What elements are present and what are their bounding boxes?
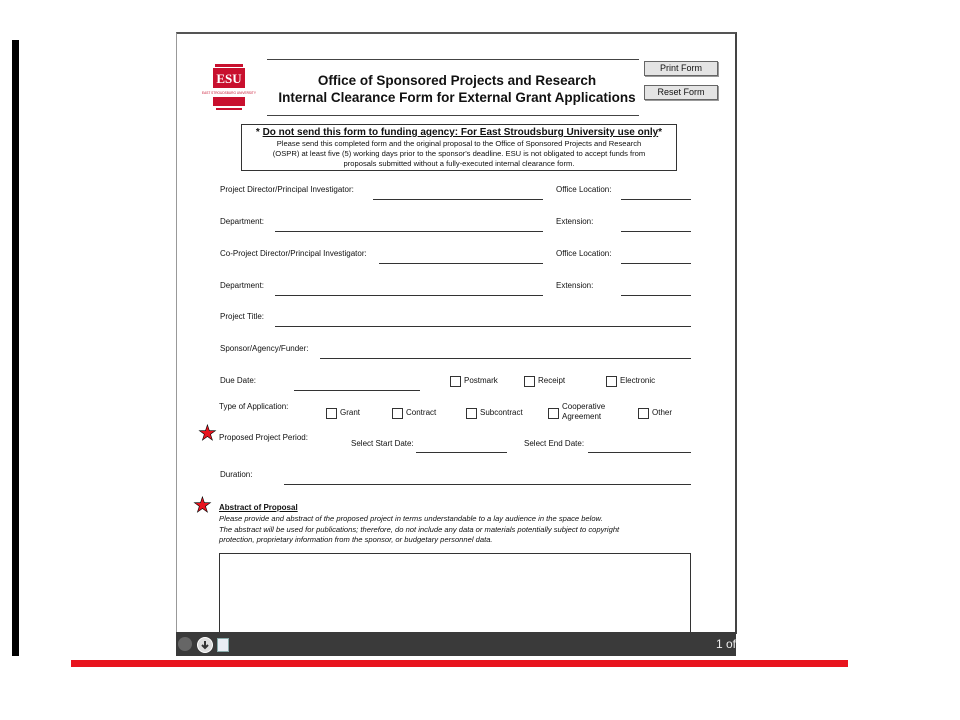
esu-logo (202, 64, 256, 112)
title-rule-bottom (267, 115, 639, 116)
logo-subtitle: EAST STROUDSBURG UNIVERSITY (202, 91, 256, 95)
postmark-label: Postmark (464, 376, 498, 385)
abstract-line3: protection, proprietary information from the sponsor, or budgetary personnel data. (219, 535, 493, 544)
due-date-input[interactable] (294, 390, 420, 391)
postmark-checkbox[interactable] (450, 376, 461, 387)
pd-pi-input[interactable] (373, 199, 543, 200)
extension-input-2[interactable] (621, 295, 691, 296)
proposed-period-label: Proposed Project Period: (219, 433, 308, 442)
abstract-instructions (219, 514, 689, 546)
extension-label-1: Extension: (556, 217, 594, 226)
cooperative-agreement-label: Cooperative Agreement (562, 402, 606, 421)
form-title-line1: Office of Sponsored Projects and Research (317, 73, 597, 88)
electronic-label: Electronic (620, 376, 656, 385)
abstract-line2: The abstract will be used for publications; therefore, do not include any data or materials potentially subject to copyright (219, 524, 620, 534)
department-label-1: Department: (220, 217, 265, 226)
extension-input-1[interactable] (621, 231, 691, 232)
logo-text: ESU (216, 71, 242, 86)
subcontract-checkbox[interactable] (466, 408, 477, 419)
extension-label-2: Extension: (556, 281, 594, 290)
scroll-up-icon[interactable] (178, 637, 192, 651)
abstract-heading: Abstract of Proposal (219, 503, 298, 512)
other-checkbox[interactable] (638, 408, 649, 419)
project-title-label: Project Title: (220, 312, 265, 321)
project-title-input[interactable] (275, 326, 691, 327)
co-pd-pi-label: Co-Project Director/Principal Investigator: (220, 249, 367, 258)
receipt-label: Receipt (538, 376, 566, 385)
sponsor-label: Sponsor/Agency/Funder: (220, 344, 309, 353)
required-star-icon: ★ (193, 494, 212, 517)
duration-input[interactable] (284, 484, 691, 485)
pd-pi-label: Project Director/Principal Investigator: (220, 185, 354, 194)
cooperative-agreement-checkbox[interactable] (548, 408, 559, 419)
required-star-icon: ★ (198, 422, 217, 445)
accent-red-bar (71, 660, 848, 667)
abstract-line1: Please provide and abstract of the proposed project in terms understandable to a lay audience in the space below. (219, 514, 603, 523)
download-icon[interactable] (197, 637, 213, 653)
electronic-checkbox[interactable] (606, 376, 617, 387)
notice-heading: * Do not send this form to funding agency: For East Stroudsburg University use only* (255, 127, 663, 138)
select-end-label: Select End Date: (524, 439, 585, 448)
pdf-page (176, 32, 737, 634)
form-title-line2: Internal Clearance Form for External Grant Applications (278, 90, 636, 105)
co-pd-pi-input[interactable] (379, 263, 543, 264)
grant-label: Grant (340, 408, 361, 417)
title-rule-top (267, 59, 639, 60)
sponsor-input[interactable] (320, 358, 691, 359)
office-location-label-1: Office Location: (556, 185, 612, 194)
pdf-viewer-toolbar (176, 632, 736, 656)
page-indicator: 1 of (715, 637, 736, 651)
page-thumbnail-icon[interactable] (217, 638, 229, 652)
department-input-2[interactable] (275, 295, 543, 296)
select-start-label: Select Start Date: (351, 439, 414, 448)
notice-line1: Please send this completed form and the original proposal to the Office of Sponsored Projects and Research (276, 139, 642, 148)
subcontract-label: Subcontract (480, 408, 523, 417)
office-location-input-1[interactable] (621, 199, 691, 200)
contract-label: Contract (406, 408, 437, 417)
print-form-button[interactable]: Print Form (644, 61, 718, 76)
receipt-checkbox[interactable] (524, 376, 535, 387)
notice-box (241, 124, 677, 171)
notice-line3: proposals submitted without a fully-executed internal clearance form. (343, 159, 575, 168)
other-label: Other (652, 408, 673, 417)
type-of-application-label: Type of Application: (219, 402, 289, 411)
office-location-label-2: Office Location: (556, 249, 612, 258)
left-border-bar (12, 40, 19, 656)
notice-line2: (OSPR) at least five (5) working days prior to the sponsor's deadline. ESU is not obligated to accept funds from (272, 149, 646, 158)
reset-form-button[interactable]: Reset Form (644, 85, 718, 100)
contract-checkbox[interactable] (392, 408, 403, 419)
due-date-label: Due Date: (220, 376, 257, 385)
office-location-input-2[interactable] (621, 263, 691, 264)
grant-checkbox[interactable] (326, 408, 337, 419)
end-date-input[interactable] (588, 452, 691, 453)
start-date-input[interactable] (416, 452, 507, 453)
department-input-1[interactable] (275, 231, 543, 232)
duration-label: Duration: (220, 470, 253, 479)
department-label-2: Department: (220, 281, 265, 290)
